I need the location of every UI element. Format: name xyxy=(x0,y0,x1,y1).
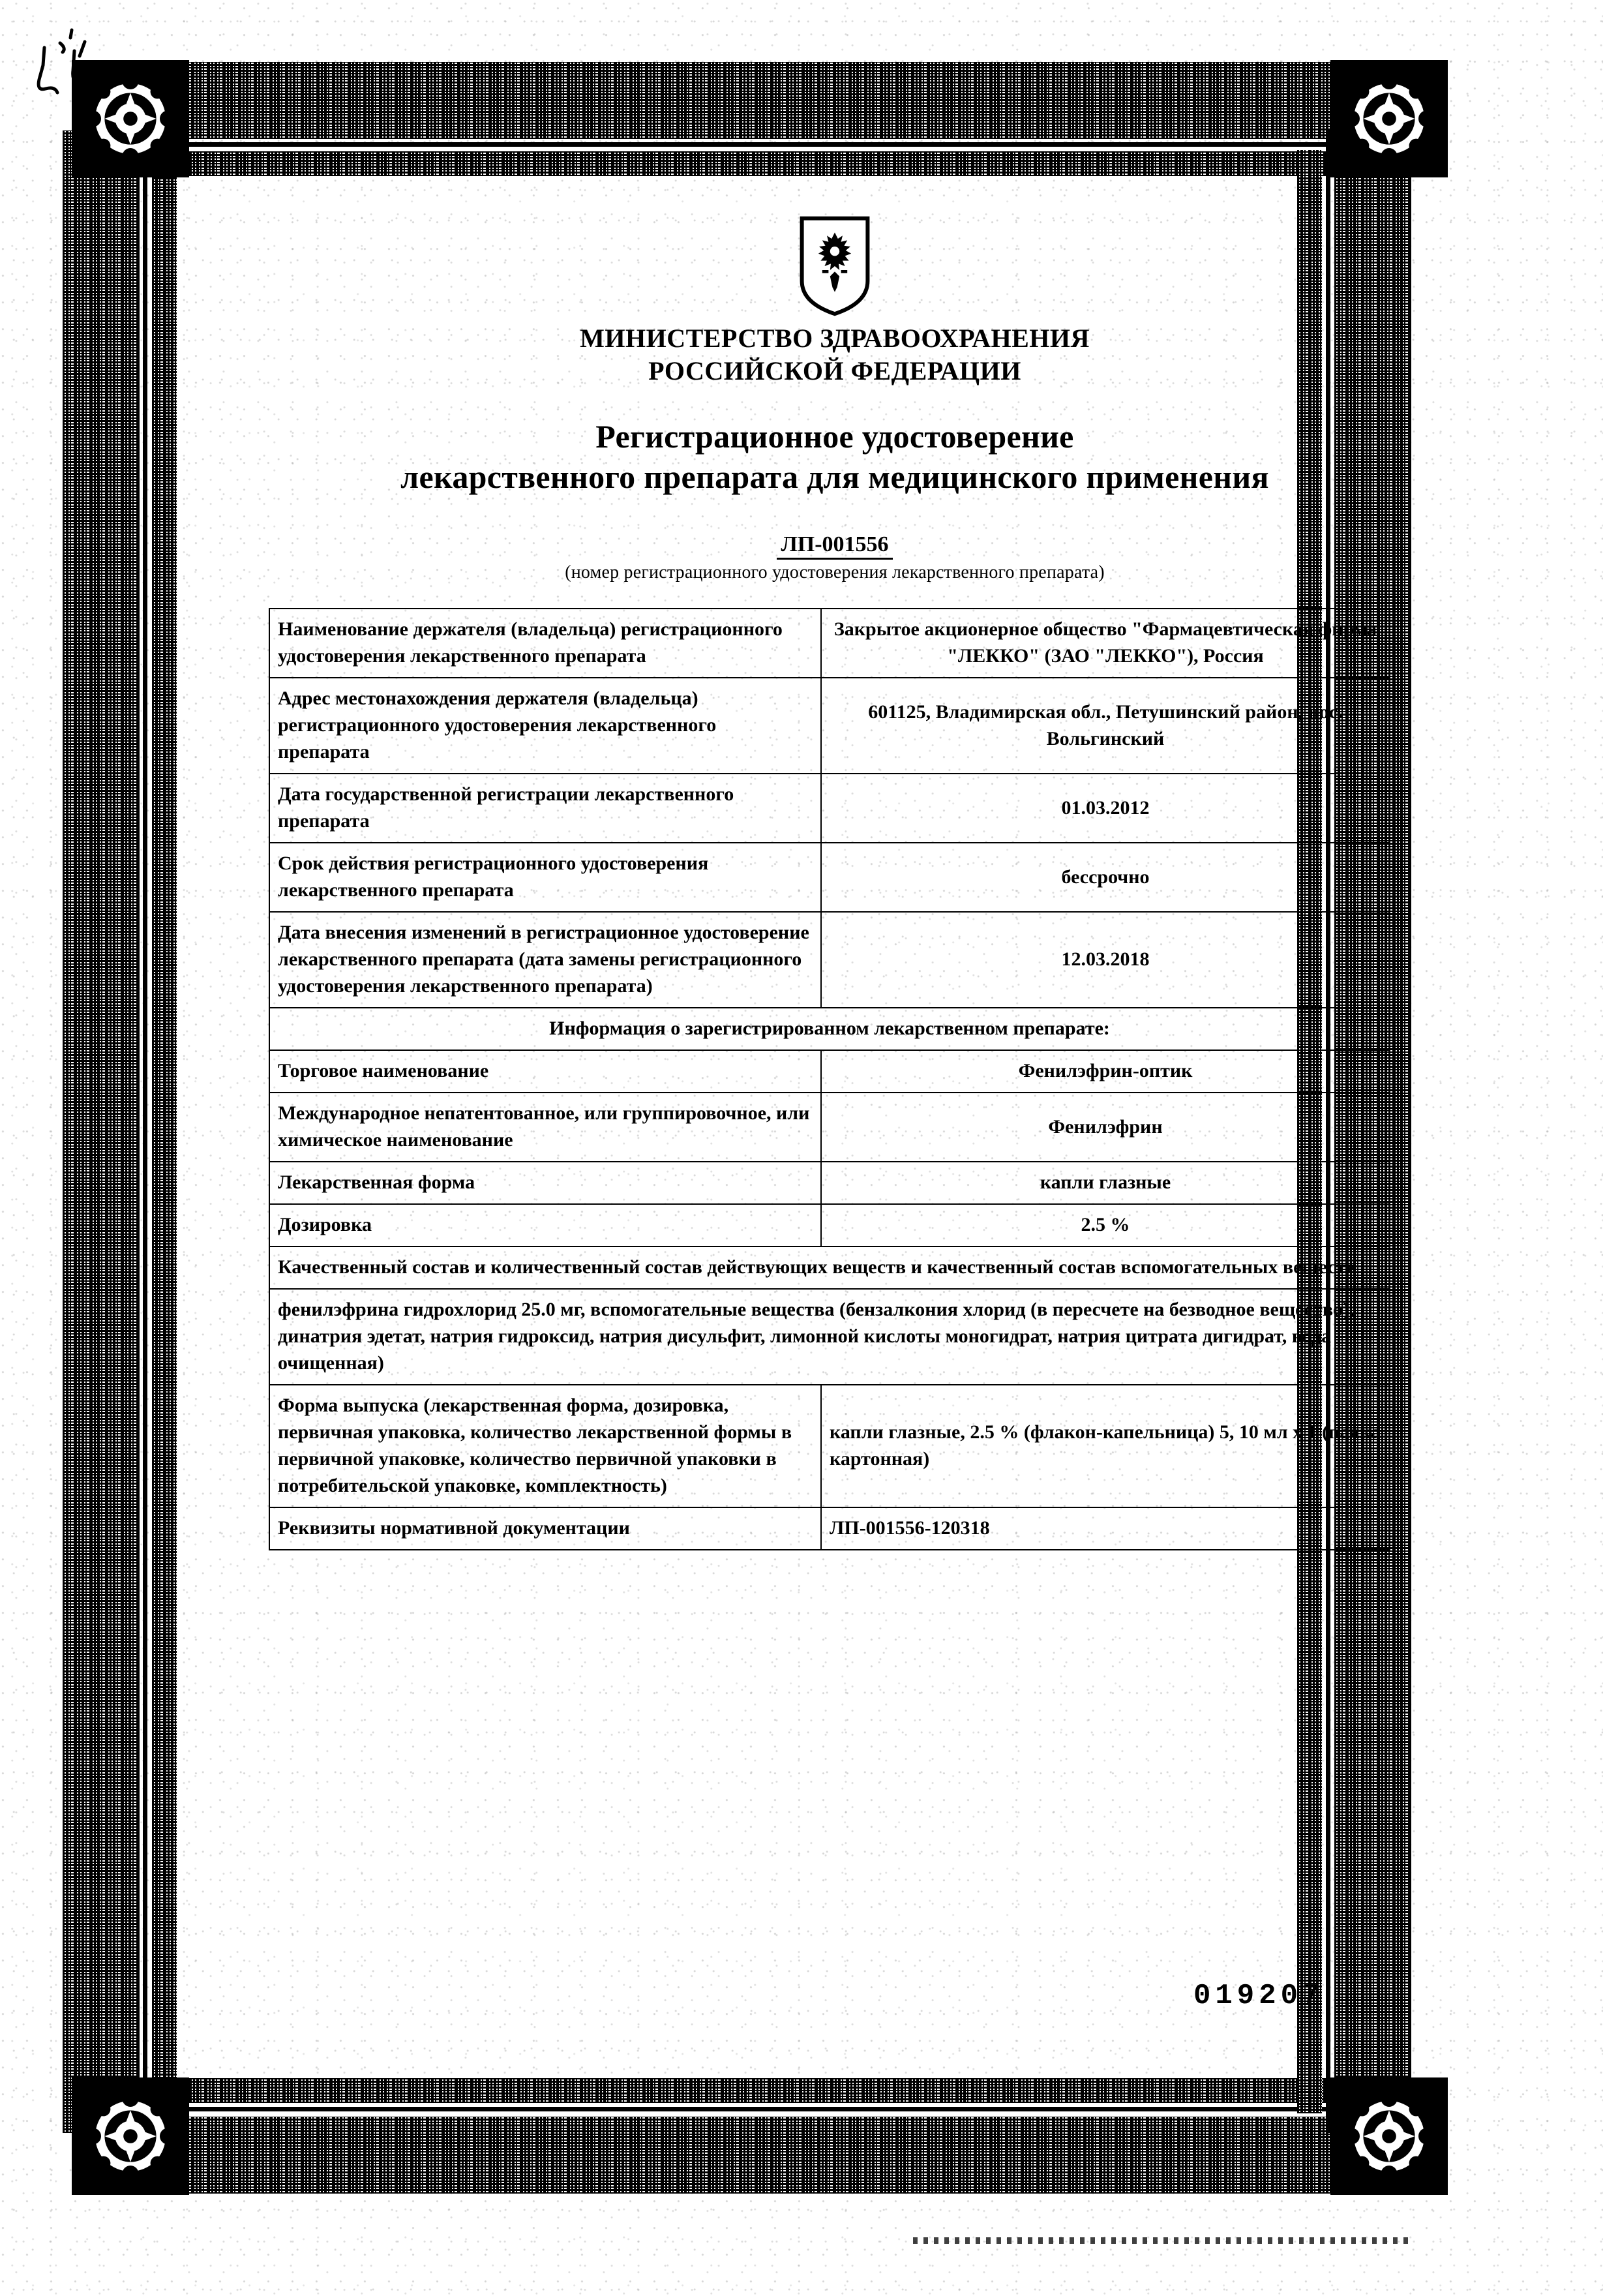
table-row xyxy=(269,678,1390,774)
title-line-2: лекарственного препарата для медицинского применения xyxy=(400,459,1269,495)
border-rule-left-outer xyxy=(143,130,147,2133)
document-body xyxy=(261,215,1409,1550)
table-row xyxy=(269,1093,1390,1162)
border-rule-top-outer xyxy=(117,142,1356,147)
border-band-left xyxy=(63,130,140,2133)
page-title xyxy=(261,416,1409,497)
corner-rosette-bottom-right xyxy=(1330,2077,1448,2195)
table-row xyxy=(269,912,1390,1008)
composition-header: Качественный состав и количественный состав действующих веществ и качественный состав вспомогательных веществ xyxy=(269,1246,1390,1289)
title-line-1: Регистрационное удостоверение xyxy=(595,418,1074,455)
row-value: бессрочно xyxy=(821,843,1390,912)
border-band-left-inner xyxy=(152,150,177,2113)
row-label: Наименование держателя (владельца) регистрационного удостоверения лекарственного препарата xyxy=(269,609,821,678)
registration-number xyxy=(261,532,1409,557)
registration-number-caption: (номер регистрационного удостоверения лекарственного препарата) xyxy=(565,562,1105,582)
row-value: 12.03.2018 xyxy=(821,912,1390,1008)
border-band-bottom-inner xyxy=(130,2078,1345,2103)
coat-of-arms-russia-icon xyxy=(796,215,874,317)
registration-number-value: ЛП-001556 xyxy=(777,532,892,560)
row-value: 2.5 % xyxy=(821,1204,1390,1246)
border-band-top-inner xyxy=(130,151,1345,176)
table-row xyxy=(269,1507,1390,1550)
section-header: Информация о зарегистрированном лекарственном препарате: xyxy=(269,1008,1390,1050)
row-value: капли глазные, 2.5 % (флакон-капельница) 5, 10 мл х 1 (пачка картонная) xyxy=(821,1385,1390,1507)
composition-body-row xyxy=(269,1289,1390,1385)
row-value: капли глазные xyxy=(821,1162,1390,1204)
corner-rosette-top-left xyxy=(72,60,189,177)
row-label: Дата внесения изменений в регистрационное удостоверение лекарственного препарата (дата замены регистрационного удостоверения лекарственного препарата) xyxy=(269,912,821,1008)
table-row xyxy=(269,1385,1390,1507)
row-label: Торговое наименование xyxy=(269,1050,821,1093)
row-value: ЛП-001556-120318 xyxy=(821,1507,1390,1550)
corner-rosette-top-right xyxy=(1330,60,1448,177)
table-row xyxy=(269,774,1390,843)
ministry-line-2: РОССИЙСКОЙ ФЕДЕРАЦИИ xyxy=(648,356,1021,385)
table-row xyxy=(269,1050,1390,1093)
row-label: Дата государственной регистрации лекарственного препарата xyxy=(269,774,821,843)
row-label: Адрес местонахождения держателя (владельца) регистрационного удостоверения лекарственного препарата xyxy=(269,678,821,774)
table-row xyxy=(269,1204,1390,1246)
table-row xyxy=(269,609,1390,678)
row-label: Международное непатентованное, или группировочное, или химическое наименование xyxy=(269,1093,821,1162)
ministry-line-1: МИНИСТЕРСТВО ЗДРАВООХРАНЕНИЯ xyxy=(580,324,1090,353)
row-value: 601125, Владимирская обл., Петушинский район, пос. Вольгинский xyxy=(821,678,1390,774)
row-value: Закрытое акционерное общество "Фармацевтическая фирма "ЛЕККО" (ЗАО "ЛЕККО"), Россия xyxy=(821,609,1390,678)
row-value: Фенилэфрин xyxy=(821,1093,1390,1162)
row-value: Фенилэфрин-оптик xyxy=(821,1050,1390,1093)
scan-artifact-line xyxy=(913,2237,1409,2244)
corner-rosette-bottom-left xyxy=(72,2077,189,2195)
row-label: Дозировка xyxy=(269,1204,821,1246)
row-label: Реквизиты нормативной документации xyxy=(269,1507,821,1550)
row-value: 01.03.2012 xyxy=(821,774,1390,843)
border-band-bottom xyxy=(117,2117,1356,2194)
border-rule-bottom-outer xyxy=(117,2107,1356,2111)
certificate-table xyxy=(269,608,1390,1550)
row-label: Форма выпуска (лекарственная форма, дозировка, первичная упаковка, количество лекарственной формы в первичной упаковке, количество первичной упаковки в потребительской упаковке, комплектность) xyxy=(269,1385,821,1507)
row-label: Лекарственная форма xyxy=(269,1162,821,1204)
row-label: Срок действия регистрационного удостоверения лекарственного препарата xyxy=(269,843,821,912)
border-band-top xyxy=(117,62,1356,139)
composition-header-row xyxy=(269,1246,1390,1289)
table-section-header-row xyxy=(269,1008,1390,1050)
table-row xyxy=(269,1162,1390,1204)
serial-number: 019207 xyxy=(1193,1980,1325,2012)
table-row xyxy=(269,843,1390,912)
composition-body: фенилэфрина гидрохлорид 25.0 мг, вспомогательные вещества (бензалкония хлорид (в пересчете на безводное вещество), динатрия эдетат, натрия гидроксид, натрия дисульфит, лимонной кислоты моногидрат, натрия цитрата дигидрат, вода очищенная) xyxy=(269,1289,1390,1385)
